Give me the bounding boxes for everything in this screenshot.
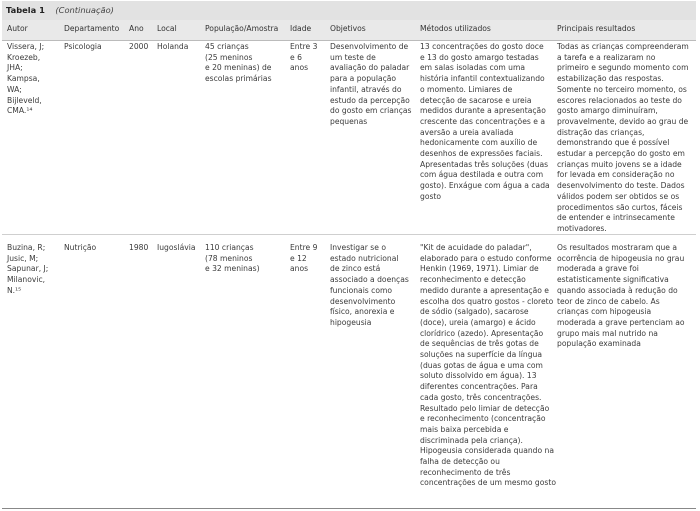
col-header-ano: Ano [129,24,144,33]
cell-populacao: 110 crianças (78 meninos e 32 meninas) [205,243,260,274]
cell-departamento: Psicologia [64,42,102,51]
col-header-local: Local [157,24,177,33]
table-continuation-note: (Continuação) [55,5,114,15]
col-header-populacao: População/Amostra [205,24,279,33]
cell-ano: 2000 [129,42,149,51]
cell-idade: Entre 9 e 12 anos [290,243,318,274]
cell-local: Holanda [157,42,189,51]
table-caption [2,1,696,20]
cell-idade: Entre 3 e 6 anos [290,42,318,73]
col-header-resultados: Principais resultados [557,24,636,33]
cell-objetivos: Desenvolvimento de um teste de avaliação do paladar para a população infantil, através do estudo da percepção do gosto em crianças pequenas [330,42,412,126]
col-header-objetivos: Objetivos [330,24,366,33]
col-header-autor: Autor [7,24,28,33]
cell-resultados: Os resultados mostraram que a ocorrência de hipogeusia no grau moderada a grave foi estatisticamente significativa quando associada à redução do teor de zinco de cabelo. As crianças com hipogeusia moderada a grave pertenciam ao grupo mais mal nutrido na população examinada [557,243,685,349]
cell-populacao: 45 crianças (25 meninos e 20 meninas) de escolas primárias [205,42,272,84]
col-header-metodos: Métodos utilizados [420,24,491,33]
cell-resultados: Todas as crianças compreenderam a tarefa e a realizaram no primeiro e segundo momento com estabilização das respostas. Somente no terceiro momento, os escores relacionados ao teste do gosto amargo diminuíram, provavelmente, devido ao grau de distração das crianças, demonstrando que é possível estudar a percepção do gosto em crianças muito jovens se a idade for levada em consideração no desenvolvimento do teste. Dados válidos podem ser obtidos se os procedimentos são curtos, fáceis de entender e intrinsecamente motivadores. [557,42,689,233]
table-bottom-border [2,508,696,509]
cell-objetivos: Investigar se o estado nutricional de zinco está associado a doenças funcionais como desenvolvimento físico, anorexia e hipogeusia [330,243,409,327]
cell-autor: Vissera, J; Kroezeb, JHA; Kampsa, WA; Bijleveld, CMA.¹⁴ [7,42,45,116]
cell-ano: 1980 [129,243,149,252]
cell-metodos: "Kit de acuidade do paladar", elaborado para o estudo conforme Henkin (1969, 1971). Limiar de reconhecimento e detecção medido durante a apresentação e escolha dos quatro gostos - cloreto de sódio (salgado), sacarose (doce), ureia (amargo) e ácido clorídrico (azedo). Apresentação de sequências de três gotas de soluções na superfície da língua (duas gotas de água e uma com soluto dissolvido em água). 13 diferentes concentrações. Para cada gosto, três concentrações. Resultado pelo limiar de detecção e reconhecimento (concentração mais baixa percebida e discriminada pela criança). Hipogeusia considerada quando na falha de detecção ou reconhecimento de três concentrações de um mesmo gosto [420,243,556,488]
col-header-departamento: Departamento [64,24,120,33]
cell-departamento: Nutrição [64,243,97,252]
table-label: Tabela 1 [6,5,45,15]
cell-metodos: 13 concentrações do gosto doce e 13 do gosto amargo testadas em salas isoladas com uma história infantil contextualizando o momento. Limiares de detecção de sacarose e ureia medidos durante a apresentação crescente das concentrações e a aversão a ureia avaliada hedonicamente com auxílio de desenhos de expressões faciais. Apresentadas três soluções (duas com água destilada e outra com gosto). Enxágue com água a cada gosto [420,42,550,201]
cell-autor: Buzina, R; Jusic, M; Sapunar, J; Milanovic, N.¹⁵ [7,243,49,295]
cell-local: Iugoslávia [157,243,196,252]
col-header-idade: Idade [290,24,312,33]
row-divider [2,234,696,235]
